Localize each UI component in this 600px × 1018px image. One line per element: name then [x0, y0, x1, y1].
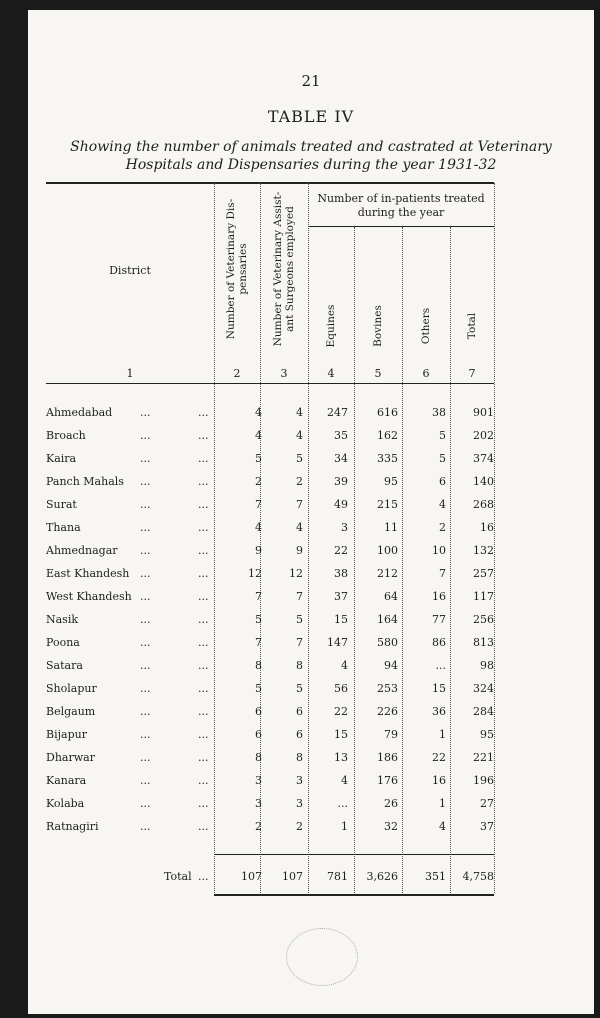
table-row: [28, 613, 594, 633]
totals-row: [28, 870, 594, 890]
dispensaries-value: 9: [255, 544, 262, 557]
dispensaries-value: 7: [255, 636, 262, 649]
bovines-value: 26: [384, 797, 398, 810]
district-name: Thana: [46, 521, 81, 534]
dispensaries-value: 5: [255, 613, 262, 626]
district-name: Satara: [46, 659, 83, 672]
caption-line-1: Showing the number of animals treated and castrated at Veterinary: [70, 139, 552, 155]
district-name: Sholapur: [46, 682, 97, 695]
bovines-value: 226: [377, 705, 398, 718]
others-value: ...: [435, 659, 446, 672]
total-value: 257: [473, 567, 494, 580]
dispensaries-value: 6: [255, 705, 262, 718]
bovines-value: 162: [377, 429, 398, 442]
equines-value: 39: [334, 475, 348, 488]
leader-dots: ...: [140, 452, 151, 465]
column-number: 3: [280, 367, 288, 380]
total-value: 813: [473, 636, 494, 649]
others-value: 4: [439, 498, 446, 511]
page-number: 21: [301, 72, 321, 90]
leader-dots: ...: [140, 544, 151, 557]
document-page: [28, 10, 594, 1014]
equines-value: 38: [334, 567, 348, 580]
table-row: [28, 636, 594, 656]
table-top-rule: [46, 182, 494, 184]
leader-dots: ...: [198, 429, 209, 442]
surgeons-value: 4: [296, 429, 303, 442]
total-value: 901: [473, 406, 494, 419]
leader-dots: ...: [198, 705, 209, 718]
dispensaries-value: 4: [255, 406, 262, 419]
district-name: Belgaum: [46, 705, 96, 718]
bovines-value: 164: [377, 613, 398, 626]
surgeons-value: 9: [296, 544, 303, 557]
dispensaries-total: 107: [241, 870, 262, 883]
leader-dots: ...: [140, 498, 151, 511]
surgeons-value: 8: [296, 659, 303, 672]
leader-dots: ...: [140, 521, 151, 534]
inpatients-group-rule: [308, 226, 494, 227]
bovines-value: 212: [377, 567, 398, 580]
table-row: [28, 705, 594, 725]
district-name: Poona: [46, 636, 80, 649]
surgeons-value: 5: [296, 452, 303, 465]
district-name: West Khandesh: [46, 590, 132, 603]
equines-value: 22: [334, 544, 348, 557]
leader-dots: ...: [198, 728, 209, 741]
equines-header: Equines: [325, 304, 337, 348]
others-value: 16: [432, 590, 446, 603]
surgeons-value: 7: [296, 590, 303, 603]
others-value: 36: [432, 705, 446, 718]
district-name: Kolaba: [46, 797, 85, 810]
leader-dots: ...: [140, 705, 151, 718]
dispensaries-value: 5: [255, 452, 262, 465]
surgeons-total: 107: [282, 870, 303, 883]
leader-dots: ...: [198, 870, 209, 883]
equines-value: 15: [334, 613, 348, 626]
equines-value: 34: [334, 452, 348, 465]
others-value: 10: [432, 544, 446, 557]
table-row: [28, 475, 594, 495]
surgeons-value: 12: [289, 567, 303, 580]
bovines-value: 94: [384, 659, 398, 672]
bovines-value: 32: [384, 820, 398, 833]
equines-value: 3: [341, 521, 348, 534]
leader-dots: ...: [140, 728, 151, 741]
total-value: 324: [473, 682, 494, 695]
equines-total: 781: [327, 870, 348, 883]
leader-dots: ...: [198, 567, 209, 580]
column-number: 4: [327, 367, 335, 380]
others-value: 22: [432, 751, 446, 764]
bovines-value: 100: [377, 544, 398, 557]
table-row: [28, 659, 594, 679]
dispensaries-value: 8: [255, 659, 262, 672]
bovines-header: Bovines: [372, 305, 384, 347]
dispensaries-value: 4: [255, 521, 262, 534]
equines-value: 22: [334, 705, 348, 718]
leader-dots: ...: [198, 682, 209, 695]
total-value: 374: [473, 452, 494, 465]
library-stamp: [286, 928, 358, 986]
total-value: 132: [473, 544, 494, 557]
table-caption: [46, 138, 576, 174]
surgeons-value: 3: [296, 797, 303, 810]
leader-dots: ...: [198, 452, 209, 465]
others-value: 38: [432, 406, 446, 419]
district-name: Broach: [46, 429, 86, 442]
district-name: Ahmedabad: [46, 406, 113, 419]
others-value: 4: [439, 820, 446, 833]
bovines-value: 11: [384, 521, 398, 534]
bovines-value: 95: [384, 475, 398, 488]
table-row: [28, 452, 594, 472]
district-name: Nasik: [46, 613, 79, 626]
bovines-value: 186: [377, 751, 398, 764]
bovines-value: 79: [384, 728, 398, 741]
header-bottom-rule: [46, 383, 494, 384]
others-value: 77: [432, 613, 446, 626]
district-name: Kanara: [46, 774, 87, 787]
surgeons-value: 3: [296, 774, 303, 787]
bovines-value: 616: [377, 406, 398, 419]
total-value: 196: [473, 774, 494, 787]
district-name: Dharwar: [46, 751, 95, 764]
district-name: Panch Mahals: [46, 475, 124, 488]
others-value: 1: [439, 728, 446, 741]
column-number: 7: [468, 367, 476, 380]
leader-dots: ...: [198, 521, 209, 534]
surgeons-value: 5: [296, 613, 303, 626]
dispensaries-value: 5: [255, 682, 262, 695]
others-value: 2: [439, 521, 446, 534]
bovines-value: 580: [377, 636, 398, 649]
dispensaries-value: 3: [255, 774, 262, 787]
table-row: [28, 797, 594, 817]
dispensaries-value: 6: [255, 728, 262, 741]
leader-dots: ...: [198, 751, 209, 764]
total-value: 140: [473, 475, 494, 488]
column-number: 6: [422, 367, 430, 380]
dispensaries-value: 4: [255, 429, 262, 442]
equines-value: 15: [334, 728, 348, 741]
bovines-value: 215: [377, 498, 398, 511]
total-value: 117: [473, 590, 494, 603]
district-name: Kaira: [46, 452, 77, 465]
surgeons-value: 6: [296, 705, 303, 718]
leader-dots: ...: [198, 797, 209, 810]
others-value: 86: [432, 636, 446, 649]
equines-value: 56: [334, 682, 348, 695]
dispensaries-value: 3: [255, 797, 262, 810]
surgeons-header: Number of Veterinary Assist-ant Surgeons employed: [272, 191, 296, 347]
table-row: [28, 544, 594, 564]
leader-dots: ...: [198, 406, 209, 419]
table-row: [28, 820, 594, 840]
others-value: 6: [439, 475, 446, 488]
leader-dots: ...: [140, 820, 151, 833]
dispensaries-value: 7: [255, 590, 262, 603]
table-row: [28, 774, 594, 794]
total-header: Total: [466, 312, 478, 340]
district-name: Surat: [46, 498, 77, 511]
others-value: 15: [432, 682, 446, 695]
total-value: 37: [480, 820, 494, 833]
surgeons-value: 7: [296, 498, 303, 511]
surgeons-value: 4: [296, 521, 303, 534]
total-value: 27: [480, 797, 494, 810]
table-title: TABLE IV: [267, 107, 355, 126]
dispensaries-value: 12: [248, 567, 262, 580]
caption-line-2: Hospitals and Dispensaries during the year 1931-32: [125, 157, 497, 173]
leader-dots: ...: [140, 567, 151, 580]
bovines-value: 176: [377, 774, 398, 787]
total-value: 221: [473, 751, 494, 764]
others-value: 1: [439, 797, 446, 810]
equines-value: 13: [334, 751, 348, 764]
table-row: [28, 429, 594, 449]
leader-dots: ...: [198, 774, 209, 787]
bovines-value: 253: [377, 682, 398, 695]
district-name: East Khandesh: [46, 567, 130, 580]
equines-value: 147: [327, 636, 348, 649]
column-number: 2: [233, 367, 241, 380]
equines-value: 4: [341, 774, 348, 787]
leader-dots: ...: [140, 406, 151, 419]
column-number: 1: [126, 367, 134, 380]
equines-value: 247: [327, 406, 348, 419]
total-value: 16: [480, 521, 494, 534]
inpatients-group-header: [308, 192, 494, 220]
total-value: 202: [473, 429, 494, 442]
leader-dots: ...: [140, 590, 151, 603]
leader-dots: ...: [140, 751, 151, 764]
leader-dots: ...: [140, 429, 151, 442]
others-value: 5: [439, 429, 446, 442]
others-value: 16: [432, 774, 446, 787]
others-value: 5: [439, 452, 446, 465]
dispensaries-value: 7: [255, 498, 262, 511]
leader-dots: ...: [198, 498, 209, 511]
leader-dots: ...: [140, 613, 151, 626]
total-value: 268: [473, 498, 494, 511]
inpatients-group-line-2: during the year: [357, 206, 445, 219]
bovines-value: 64: [384, 590, 398, 603]
leader-dots: ...: [140, 475, 151, 488]
leader-dots: ...: [140, 636, 151, 649]
district-name: Ratnagiri: [46, 820, 99, 833]
table-bottom-rule: [214, 894, 494, 896]
surgeons-value: 2: [296, 475, 303, 488]
dispensaries-value: 2: [255, 820, 262, 833]
others-value: 7: [439, 567, 446, 580]
leader-dots: ...: [198, 613, 209, 626]
total-value: 95: [480, 728, 494, 741]
leader-dots: ...: [198, 590, 209, 603]
inpatients-group-line-1: Number of in-patients treated: [317, 192, 485, 205]
table-row: [28, 728, 594, 748]
bovines-total: 3,626: [366, 870, 398, 883]
column-number: 5: [374, 367, 382, 380]
table-row: [28, 406, 594, 426]
surgeons-value: 5: [296, 682, 303, 695]
table-row: [28, 682, 594, 702]
others-total: 351: [425, 870, 446, 883]
surgeons-value: 8: [296, 751, 303, 764]
bovines-value: 335: [377, 452, 398, 465]
equines-value: ...: [337, 797, 348, 810]
others-header: Others: [420, 307, 432, 345]
total-value: 98: [480, 659, 494, 672]
leader-dots: ...: [198, 544, 209, 557]
equines-value: 1: [341, 820, 348, 833]
equines-value: 35: [334, 429, 348, 442]
surgeons-value: 6: [296, 728, 303, 741]
dispensaries-value: 2: [255, 475, 262, 488]
equines-value: 49: [334, 498, 348, 511]
totals-label: Total: [164, 870, 192, 883]
district-name: Ahmednagar: [46, 544, 118, 557]
leader-dots: ...: [198, 636, 209, 649]
leader-dots: ...: [140, 659, 151, 672]
leader-dots: ...: [140, 682, 151, 695]
leader-dots: ...: [198, 659, 209, 672]
surgeons-value: 7: [296, 636, 303, 649]
district-name: Bijapur: [46, 728, 87, 741]
surgeons-value: 2: [296, 820, 303, 833]
leader-dots: ...: [198, 820, 209, 833]
leader-dots: ...: [140, 774, 151, 787]
equines-value: 4: [341, 659, 348, 672]
total-value: 284: [473, 705, 494, 718]
table-row: [28, 567, 594, 587]
district-header: District: [109, 264, 151, 277]
grand-total: 4,758: [462, 870, 494, 883]
total-value: 256: [473, 613, 494, 626]
table-row: [28, 590, 594, 610]
leader-dots: ...: [198, 475, 209, 488]
table-row: [28, 521, 594, 541]
table-row: [28, 498, 594, 518]
table-row: [28, 751, 594, 771]
surgeons-value: 4: [296, 406, 303, 419]
dispensaries-header: Number of Veterinary Dis-pensaries: [225, 198, 249, 340]
equines-value: 37: [334, 590, 348, 603]
dispensaries-value: 8: [255, 751, 262, 764]
leader-dots: ...: [140, 797, 151, 810]
